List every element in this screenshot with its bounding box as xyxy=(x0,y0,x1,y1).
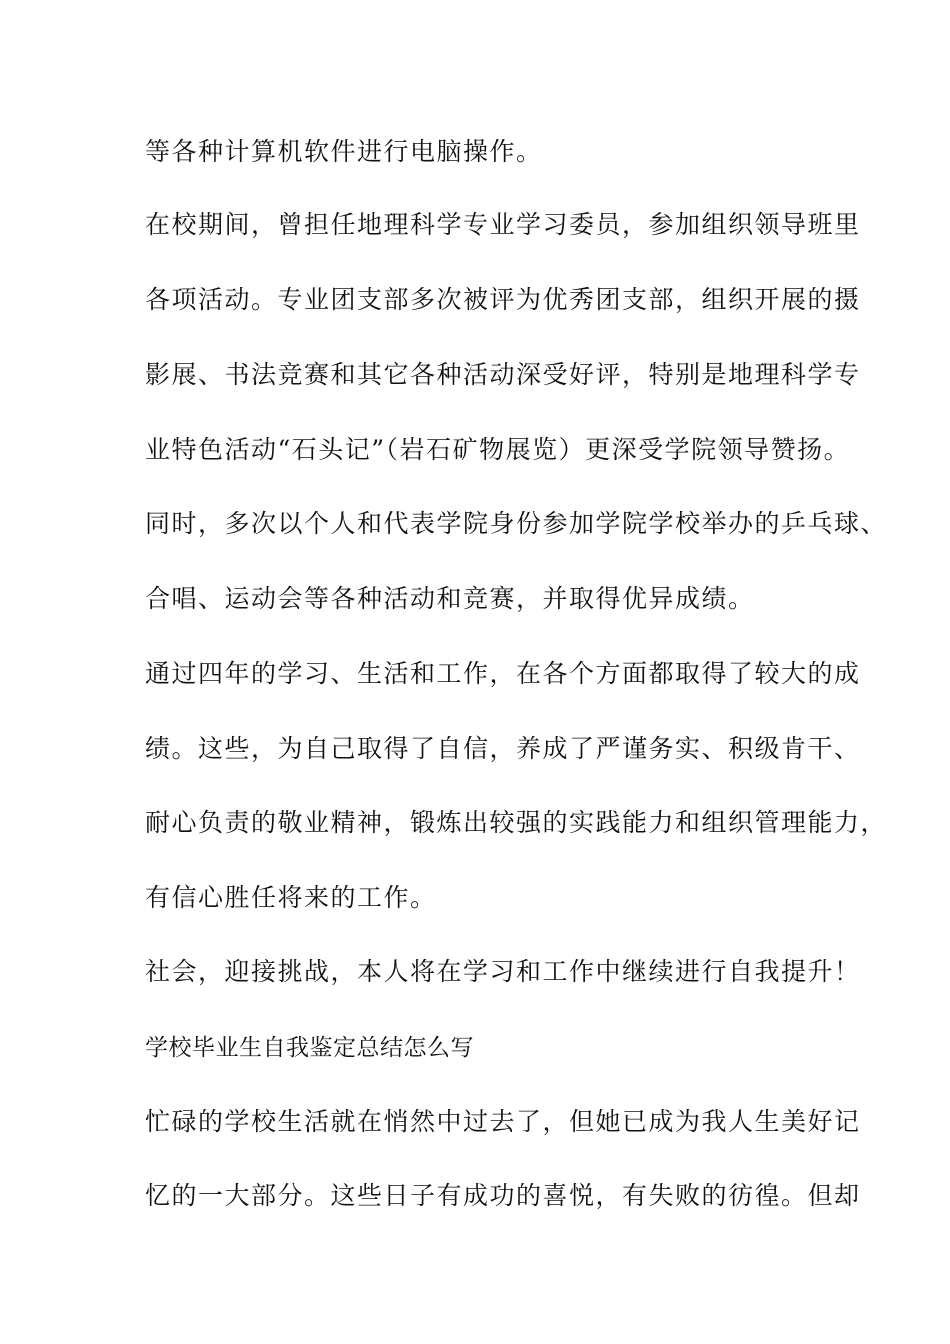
text-line: 等各种计算机软件进行电脑操作。 xyxy=(145,137,543,166)
text-line: 有信心胜任将来的工作。 xyxy=(145,883,437,912)
text-line: 耐心负责的敬业精神，锻炼出较强的实践能力和组织管理能力， xyxy=(145,808,888,837)
text-line: 各项活动。专业团支部多次被评为优秀团支部，组织开展的摄 xyxy=(145,285,861,314)
text-line: 影展、书法竞赛和其它各种活动深受好评，特别是地理科学专 xyxy=(145,360,861,389)
text-line: 业特色活动“石头记”（岩石矿物展览）更深受学院领导赞扬。 xyxy=(145,435,851,464)
text-line: 忆的一大部分。这些日子有成功的喜悦，有失败的彷徨。但却 xyxy=(145,1181,861,1210)
text-line: 在校期间，曾担任地理科学专业学习委员，参加组织领导班里 xyxy=(145,210,861,239)
text-line: 忙碌的学校生活就在悄然中过去了，但她已成为我人生美好记 xyxy=(145,1107,861,1136)
text-line: 绩。这些，为自己取得了自信，养成了严谨务实、积级肯干、 xyxy=(145,734,861,763)
section-heading: 学校毕业生自我鉴定总结怎么写 xyxy=(145,1035,474,1061)
text-line: 通过四年的学习、生活和工作，在各个方面都取得了较大的成 xyxy=(145,659,861,688)
text-line: 合唱、运动会等各种活动和竞赛，并取得优异成绩。 xyxy=(145,584,755,613)
text-line: 社会，迎接挑战，本人将在学习和工作中继续进行自我提升！ xyxy=(145,957,861,986)
text-line: 同时，多次以个人和代表学院身份参加学院学校举办的乒乓球、 xyxy=(145,509,888,538)
